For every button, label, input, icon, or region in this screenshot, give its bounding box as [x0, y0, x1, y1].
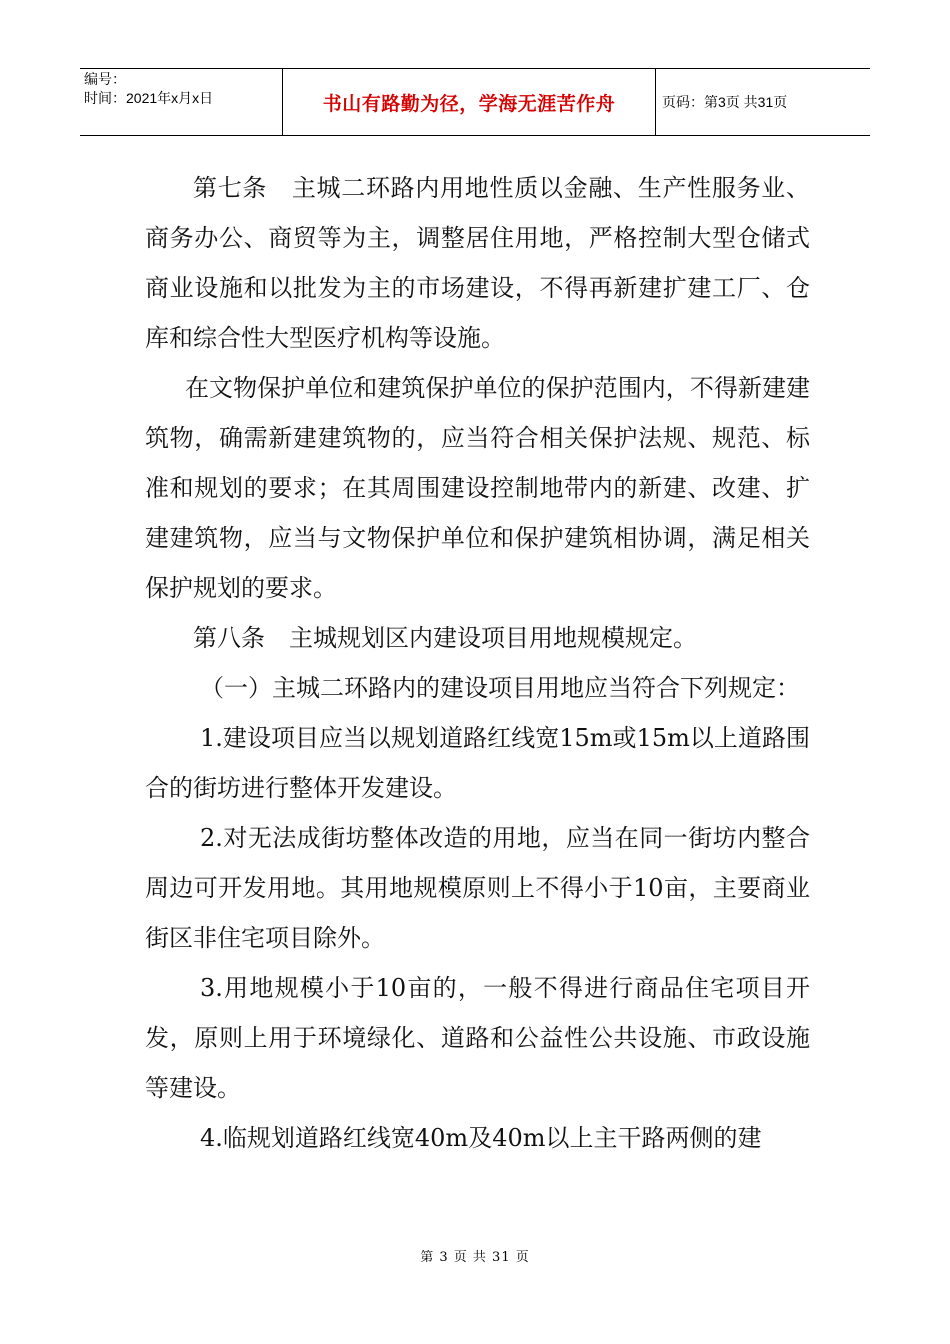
paragraph-item-4: 4.临规划道路红线宽40m及40m以上主干路两侧的建: [200, 1124, 762, 1152]
header-page-code: 页码：第3页 共31页: [662, 94, 788, 110]
header-motto: 书山有路勤为径，学海无涯苦作舟: [322, 92, 616, 115]
page-header: [80, 68, 870, 136]
paragraph-item-1: 1.建设项目应当以规划道路红线宽15m或15m以上道路围合的街坊进行整体开发建设。: [145, 724, 810, 802]
paragraph-clause-1: （一）主城二环路内的建设项目用地应当符合下列规定：: [200, 674, 800, 702]
document-body: [145, 163, 810, 1163]
document-date-label: 时间：2021年x月x日: [84, 90, 214, 106]
paragraph-article-7: 第七条 主城二环路内用地性质以金融、生产性服务业、商务办公、商贸等为主，调整居住用地，严格控制大型仓储式商业设施和以批发为主的市场建设，不得再新建扩建工厂、仓库和综合性大型医疗机构等设施。: [145, 174, 810, 352]
paragraph-article-8: 第八条 主城规划区内建设项目用地规模规定。: [193, 624, 697, 652]
header-meta: [80, 69, 282, 135]
header-motto-cell: [282, 69, 656, 135]
header-page-code-cell: [656, 69, 870, 135]
paragraph-item-3: 3.用地规模小于10亩的，一般不得进行商品住宅项目开发，原则上用于环境绿化、道路和公益性公共设施、市政设施等建设。: [145, 974, 810, 1102]
document-number-label: 编号：: [84, 71, 126, 87]
paragraph-heritage-protection: 在文物保护单位和建筑保护单位的保护范围内，不得新建建筑物，确需新建建筑物的，应当符合相关保护法规、规范、标准和规划的要求；在其周围建设控制地带内的新建、改建、扩建建筑物，应当与文物保护单位和保护建筑相协调，满足相关保护规划的要求。: [145, 374, 810, 602]
paragraph-item-2: 2.对无法成街坊整体改造的用地，应当在同一街坊内整合周边可开发用地。其用地规模原则上不得小于10亩，主要商业街区非住宅项目除外。: [145, 824, 810, 952]
page-footer: 第 3 页 共 31 页: [420, 1250, 530, 1265]
